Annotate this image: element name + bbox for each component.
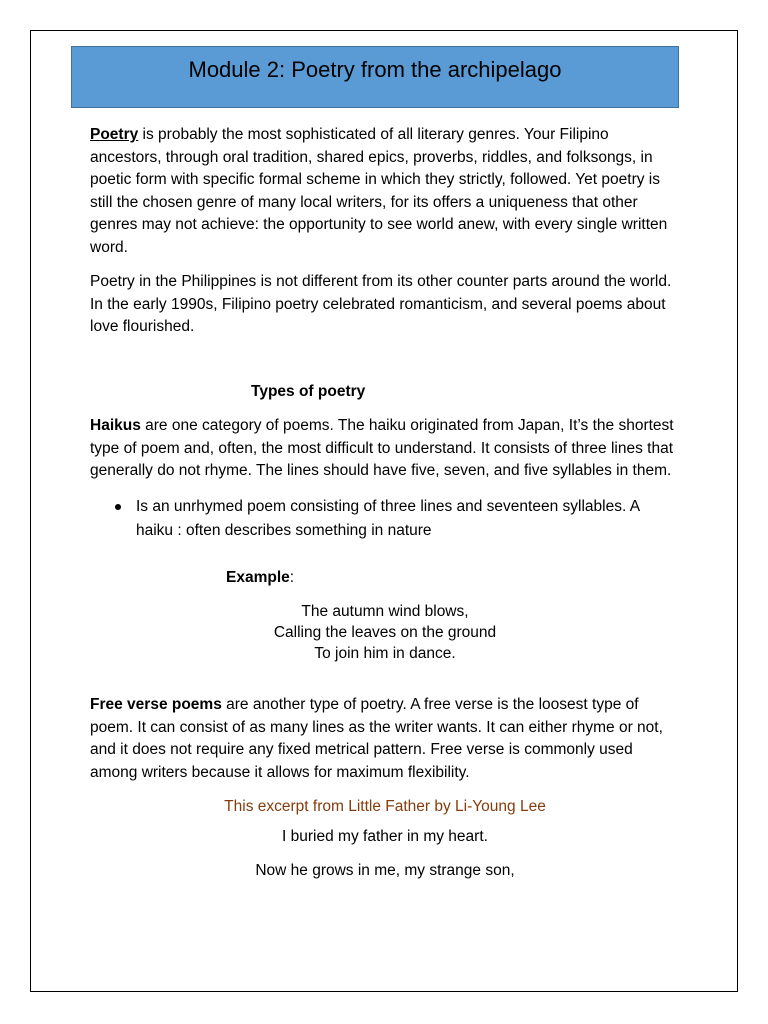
haiku-paragraph <box>90 415 680 483</box>
haiku-line-3: To join him in dance. <box>314 645 456 662</box>
types-heading: Types of poetry <box>251 382 366 400</box>
example-label <box>226 567 680 590</box>
document-body <box>90 124 680 894</box>
example-label-colon: : <box>289 568 295 586</box>
excerpt-title: This excerpt from Little Father by Li-Young Lee <box>224 798 546 815</box>
haiku-line-2: Calling the leaves on the ground <box>273 624 497 641</box>
haiku-example <box>90 601 680 664</box>
excerpt-line-1: I buried my father in my heart. <box>282 828 488 845</box>
haiku-bullet-text: Is an unrhymed poem consisting of three lines and seventeen syllables. A haiku : often describes something in nature <box>136 497 640 539</box>
example-label-text: Example <box>226 568 290 586</box>
excerpt-line-2: Now he grows in me, my strange son, <box>255 862 515 879</box>
page-title: Module 2: Poetry from the archipelago <box>188 57 562 82</box>
free-verse-text: are another type of poetry. A free verse is the loosest type of poem. It can consist of as many lines as the writer wants. It can either rhyme or not, and it does not require any fixed metrical pattern. Free verse is commonly used among writers because it allows for maximum flexibility. <box>90 696 663 781</box>
haiku-bullet-item <box>136 495 680 543</box>
haiku-bullet-list <box>90 495 680 543</box>
haiku-term: Haikus <box>90 417 141 434</box>
free-verse-paragraph <box>90 694 680 784</box>
free-verse-term: Free verse poems <box>90 696 222 713</box>
philippines-paragraph: Poetry in the Philippines is not different from its other counter parts around the world. In the early 1990s, Filipino poetry celebrated romanticism, and several poems about love flourished. <box>90 273 672 335</box>
bullet-icon <box>115 504 121 510</box>
haiku-text: are one category of poems. The haiku originated from Japan, It’s the shortest type of poem and, often, the most difficult to understand. It consists of three lines that generally do not rhyme. The lines should have five, seven, and five syllables in them. <box>90 417 674 479</box>
poetry-term: Poetry <box>90 126 139 143</box>
intro-paragraph <box>90 124 680 259</box>
intro-text: is probably the most sophisticated of all literary genres. Your Filipino ancestors, through oral tradition, shared epics, proverbs, riddles, and folksongs, in poetic form with specific formal scheme in which they strictly, followed. Yet poetry is still the chosen genre of many local writers, for its offers a uniqueness that other genres may not achieve: the opportunity to see world anew, with every single written word. <box>90 126 668 256</box>
haiku-line-1: The autumn wind blows, <box>301 603 469 620</box>
title-banner <box>71 46 679 108</box>
